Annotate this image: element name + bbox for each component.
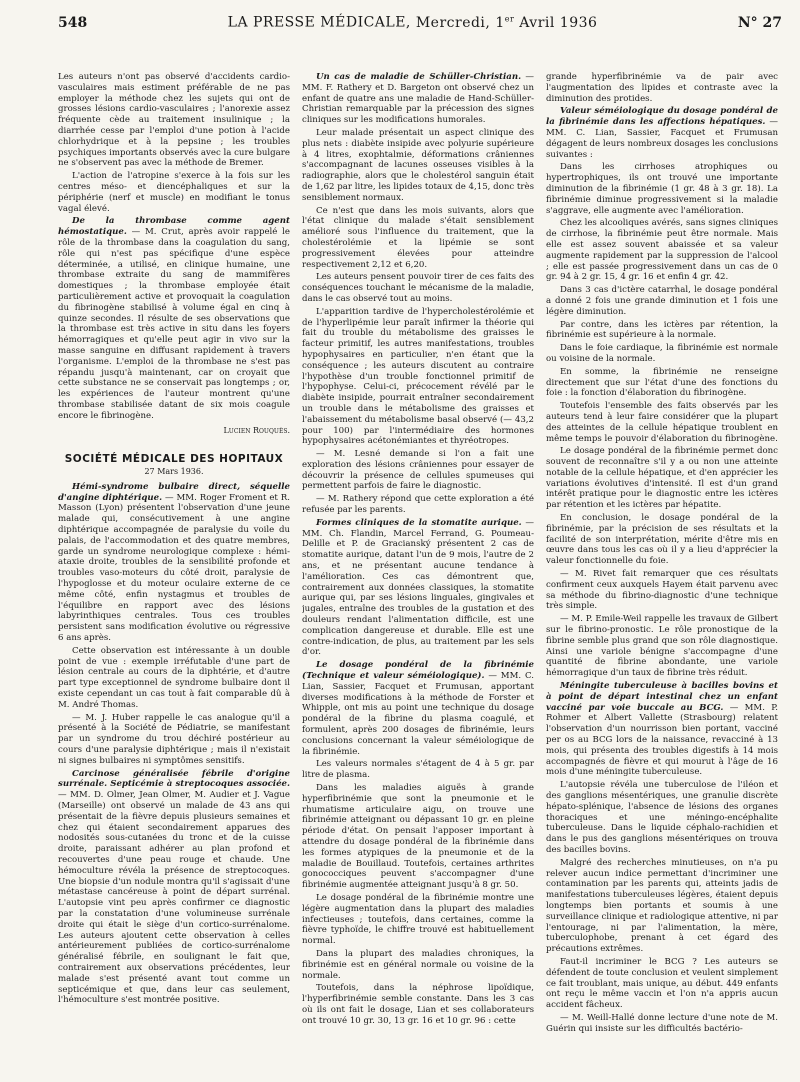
paragraph: — M. J. Huber rappelle le cas analogue qu'il a présenté à la Société de Pédiatrie, se manifestant par un syndrome du trou déchiré postérieur au cours d'une paralysie diphtérique ; mais il n'existait ni signes bulbaires ni symptômes sensitifs. bbox=[58, 712, 290, 766]
section-date: 27 Mars 1936. bbox=[144, 467, 204, 477]
column-right bbox=[546, 72, 778, 1072]
paragraph: — M. Rivet fait remarquer que ces résultats confirment ceux auxquels Hayem était parvenu avec sa méthode du fibrino-diagnostic d'une technique très simple. bbox=[546, 569, 778, 612]
paragraph: Toutefois, dans la néphrose lipoïdique, l'hyperfibrinémie semble constante. Dans les 3 cas où ils ont fait le dosage, Lian et ses collaborateurs ont trouvé 10 gr. 30, 13 gr. 16 et 10 gr. 96 : cette bbox=[302, 983, 534, 1026]
article-title: Carcinose généralisée fébrile d'origine surrénale. Septicémie à streptocoques associée. bbox=[58, 768, 290, 790]
paragraph: Dans le foie cardiaque, la fibrinémie est normale ou voisine de la normale. bbox=[546, 343, 778, 364]
paragraph: — M. Weill-Hallé donne lecture d'une note de M. Guérin qui insiste sur les difficultés bactério- bbox=[546, 1012, 778, 1034]
paragraph: Leur malade présentait un aspect clinique des plus nets : diabète insipide avec polyurie supérieure à 4 litres, exophtalmie, déformations crâniennes s'accompagnant de lacunes osseuses visibles à la radiographie, alors que le cholestérol sanguin était de 1,62 par litre, les lipides totaux de 4,15, donc très sensiblement normaux. bbox=[302, 127, 534, 203]
article bbox=[58, 769, 290, 1007]
paragraph: grande hyperfibrinémie va de pair avec l'augmentation des lipides et contraste avec la diminution des protides. bbox=[546, 72, 778, 104]
article bbox=[302, 518, 534, 658]
article-body: — MM. F. Rathery et D. Bargeton ont observé chez un enfant de quatre ans une maladie de Hand-Schüller-Christian remarquable par la précession des signes cliniques sur les modifications humorales. bbox=[302, 72, 534, 126]
paragraph: — M. Lesné demande si l'on a fait une exploration des lésions crâniennes pour essayer de découvrir la présence de cellules spumeuses qui permettent parfois de faire le diagnostic. bbox=[302, 449, 534, 492]
article bbox=[302, 72, 534, 126]
article bbox=[58, 216, 290, 421]
journal-name: LA PRESSE MÉDICALE, bbox=[227, 14, 411, 31]
article-body: — MM. C. Lian, Sassier, Facquet et Frumusan dégagent de leurs nombreux dosages les conclusions suivantes : bbox=[546, 117, 778, 160]
article-title: Valeur séméiologique du dosage pondéral de la fibrinémie dans les affections hépatiques. bbox=[546, 106, 778, 128]
issue-date: Mercredi, 1er Avril 1936 bbox=[415, 14, 598, 31]
article bbox=[58, 482, 290, 644]
author-signature: Lucien Rouquès. bbox=[223, 425, 290, 435]
paragraph: Les auteurs pensent pouvoir tirer de ces faits des conséquences touchant le mécanisme de la maladie, dans le cas observé tout au moins. bbox=[302, 272, 534, 304]
article-body: — MM. Ch. Flandin, Marcel Ferrand, G. Poumeau-Delille et P. de Gracianský présentent 2 cas de stomatite aurique, datant l'un de 9 mois, l'autre de 2 ans, et ne présentant aucune tendance à l'amélioration. Ces cas démontrent que, contrairement aux données classiques, la stomatite aurique qui, par ses lésions linguales, gingivales et jugales, entraîne des troubles de la gustation et des douleurs rendant l'alimentation difficile, est une complication dangereuse et durable. Elle est une contre-indication, de plus, au traitement par les sels d'or. bbox=[302, 517, 534, 658]
paragraph: Les auteurs n'ont pas observé d'accidents cardio-vasculaires mais estiment préférable de ne pas employer la méthode chez les sujets qui ont de grosses lésions cardio-vasculaires ; l'anorexie assez fréquente cède au traitement insulinique ; la diarrhée cesse par l'emploi d'une potion à l'acide chlorhydrique et à la pepsine ; les troubles psychiques importants observés avec la cure bulgare ne s'observent pas avec la méthode de Bremer. bbox=[58, 72, 290, 169]
paragraph: Cette observation est intéressante à un double point de vue : exemple irréfutable d'une part de lésion centrale au cours de la diphtérie, et d'autre part type exceptionnel de syndrome bulbaire dont il existe cependant un cas tout à fait comparable dû à M. André Thomas. bbox=[58, 645, 290, 710]
paragraph: L'apparition tardive de l'hypercholestérolémie et de l'hyperlipémie leur paraît infirmer la théorie qui fait du trouble du métabolisme des graisses le facteur primitif, les autres manifestations, troubles hypophysaires en particulier, n'en étant que la conséquence ; les auteurs discutent au contraire l'hypothèse d'un trouble fonctionnel primitif de l'hypophyse. Celui-ci, précocement révélé par le diabète insipide, pourrait entraîner secondairement un trouble dans le métabolisme des graisses et l'abaissement du métabolisme basal observé (— 43,2 pour 100) par l'intermédiaire des hormones hypophysaires acétonémiantes et thyréotropes. bbox=[302, 306, 534, 447]
paragraph: Les valeurs normales s'étagent de 4 à 5 gr. par litre de plasma. bbox=[302, 759, 534, 781]
article-body: — MM. C. Lian, Sassier, Facquet et Frumusan, apportant diverses modifications à la méthode de Forster et Whipple, ont mis au point une technique du dosage pondéral de la fibrine du plasma coagulé, et formulent, après 200 dosages de fibrinémie, leurs conclusions concernant la valeur séméiologique de la fibrinémie. bbox=[302, 671, 534, 757]
article-title: Hémi-syndrome bulbaire direct, séquelle d'angine diphtérique. bbox=[58, 481, 290, 503]
paragraph: Toutefois l'ensemble des faits observés par les auteurs tend à leur faire considérer que la plupart des atteintes de la cellule hépatique troublent en même temps le pouvoir d'élaboration du fibrinogène. bbox=[546, 401, 778, 444]
paragraph: Ce n'est que dans les mois suivants, alors que l'état clinique du malade s'était sensiblement amélioré sous l'influence du traitement, que la cholestérolémie et la lipémie se sont progressivement élevées pour atteindre respectivement 2,12 et 6,20. bbox=[302, 205, 534, 270]
paragraph: En conclusion, le dosage pondéral de la fibrinémie, par la précision de ses résultats et la facilité de son interprétation, mérite d'être mis en œuvre dans tous les cas où il y a lieu d'apprécier la valeur fonctionnelle du foie. bbox=[546, 513, 778, 567]
paragraph: En somme, la fibrinémie ne renseigne directement que sur l'état d'une des fonctions du foie : la fonction d'élaboration du fibrinogène. bbox=[546, 366, 778, 399]
article-body: — M. Crut, après avoir rappelé le rôle de la thrombase dans la coagulation du sang, rôle qui n'est pas spécifique d'une espèce déterminée, a utilisé, en clinique humaine, une thrombase extraite du sang de mammifères domestiques ; la thrombase employée était particulièrement active et provoquait la coagulation du fibrinogène stabilisé à volume égal en cinq à quinze secondes. Il résulte de ses observations que la thrombase est très active in situ dans les foyers hémorragiques et qu'elle peut agir in vivo sur la masse sanguine en diffusant rapidement à travers l'organisme. L'emploi de la thrombase ne s'est pas répandu jusqu'à maintenant, car on croyait que cette substance ne se conservait pas longtemps ; or, les expériences de l'auteur montrent qu'une thrombase stabilisée datant de six mois coagule encore le fibrinogène. bbox=[58, 227, 290, 421]
column-left bbox=[58, 72, 290, 1072]
article-title: Formes cliniques de la stomatite aurique. bbox=[316, 517, 522, 528]
paragraph: Dans les cirrhoses atrophiques ou hypertrophiques, ils ont trouvé une importante diminution de la fibrinémie (1 gr. 48 à 3 gr. 18). La fibrinémie diminue progressivement si la maladie s'aggrave, elle augmente avec l'amélioration. bbox=[546, 162, 778, 216]
article-title: Un cas de maladie de Schüller-Christian. bbox=[316, 72, 522, 82]
article bbox=[546, 106, 778, 160]
article-body: — MM. D. Olmer, Jean Olmer, M. Audier et J. Vague (Marseille) ont observé un malade de 43 ans qui présentait de la fièvre depuis plusieurs semaines et chez qui étaient secondairement apparues des nodosités sous-cutanées du tronc et de la cuisse droite, paraissant adhérer au plan profond et recouvertes d'une peau rouge et chaude. Une hémoculture révéla la présence de streptocoques. Une biopsie d'un nodule montra qu'il s'agissait d'une métastase cancéreuse à point de départ surrénal. L'autopsie vint peu après confirmer ce diagnostic par la constatation d'une volumineuse surrénale droite qui était le siège d'un cortico-surrénalome. Les auteurs ajoutent cette observation à celles antérieurement publiées de cortico-surrénalome généralisé fébrile, en soulignant le fait que, contrairement aux observations précédentes, leur malade s'est présenté avant tout comme un septicémique et que, dans leur cas seulement, l'hémoculture s'est montrée positive. bbox=[58, 790, 290, 1006]
paragraph: Dans la plupart des maladies chroniques, la fibrinémie est en général normale ou voisine de la normale. bbox=[302, 948, 534, 981]
paragraph: — M. Rathery répond que cette exploration a été refusée par les parents. bbox=[302, 494, 534, 516]
issue-number: N° 27 bbox=[737, 14, 782, 31]
paragraph: Dans les maladies aiguës à grande hyperfibrinémie que sont la pneumonie et le rhumatisme articulaire aigu, on trouve une fibrinémie atteignant ou dépassant 10 gr. en pleine période d'état. On pensait l'apposer important à attendre du dosage pondéral de la fibrinémie dans les formes atypiques de la pneumonie et de la maladie de Bouillaud. Toutefois, certaines arthrites gonococciques peuvent s'accompagner d'une fibrinémie augmentée atteignant jusqu'à 8 gr. 50. bbox=[302, 783, 534, 891]
article-body: — MM. Roger Froment et R. Masson (Lyon) présentent l'observation d'une jeune malade qui, consécutivement à une angine diphtérique accompagnée de paralysie du voile du palais, de l'accommodation et des quatre membres, garde un syndrome neurologique complexe : hémi-ataxie droite, troubles de la sensibilité profonde et troubles vaso-moteurs du côté droit, paralysie de l'hypoglosse et du moteur oculaire externe de ce même côté, enfin nystagmus et troubles de l'équilibre en rapport avec des lésions labyrinthiques centrales. Tous ces troubles persistent sans modification évolutive ou régressive 6 ans après. bbox=[58, 492, 290, 644]
section-title: SOCIÉTÉ MÉDICALE DES HOPITAUX bbox=[64, 453, 284, 466]
paragraph: Par contre, dans les ictères par rétention, la fibrinémie est supérieure à la normale. bbox=[546, 319, 778, 341]
article bbox=[302, 660, 534, 757]
paragraph: Le dosage pondéral de la fibrinémie permet donc souvent de reconnaître s'il y a ou non une atteinte notable de la cellule hépatique, et d'en apprécier les variations évolutives d'intensité. Il est d'un grand intérêt pratique pour le diagnostic entre les ictères par rétention et les ictères par hépatite. bbox=[546, 446, 778, 511]
paragraph: — M. P. Emile-Weil rappelle les travaux de Gilbert sur le fibrino-pronostic. Le rôle pronostique de la fibrine semble plus grand que son rôle diagnostique. Ainsi une variole bénigne s'accompagne d'une quantité de fibrine abondante, une variole hémorragique d'un taux de fibrine très réduit. bbox=[546, 614, 778, 679]
article-title: Méningite tuberculeuse à bacilles bovins et à point de départ intestinal chez un enfant vacciné par voie buccale au BCG. bbox=[546, 681, 778, 713]
paragraph: L'autopsie révéla une tuberculose de l'iléon et des ganglions mésentériques, une granulie discrète hépato-splénique, l'absence de lésions des organes thoraciques et une méningo-encéphalite tuberculeuse. Dans le liquide céphalo-rachidien et dans le pus des ganglions mésentériques on trouva des bacilles bovins. bbox=[546, 780, 778, 855]
paragraph: Faut-il incriminer le BCG ? Les auteurs se défendent de toute conclusion et veulent simplement ce fait troublant, mais unique, au début. 449 enfants ont reçu le même vaccin et l'on n'a appris aucun accident fâcheux. bbox=[546, 956, 778, 1011]
article bbox=[546, 681, 778, 778]
page-header bbox=[58, 14, 782, 40]
article-title: De la thrombase comme agent hémostatique. bbox=[58, 216, 290, 238]
paragraph: Dans 3 cas d'ictère catarrhal, le dosage pondéral a donné 2 fois une grande diminution et 1 fois une légère diminution. bbox=[546, 285, 778, 317]
paragraph: L'action de l'atropine s'exerce à la fois sur les centres méso- et diencéphaliques et sur la périphérie (nerf et muscle) en modifiant le tonus vagal élevé. bbox=[58, 171, 290, 214]
paragraph: Malgré des recherches minutieuses, on n'a pu relever aucun indice permettant d'incriminer une contamination par les parents qui, atteints jadis de manifestations tuberculeuses légères, étaient depuis longtemps bien portants et soumis à une surveillance clinique et radiologique attentive, ni par l'entourage, ni par l'alimentation, la mère, tuberculophobe, prenant à cet égard des précautions extrêmes. bbox=[546, 857, 778, 955]
paragraph: Chez les alcooliques avérés, sans signes cliniques de cirrhose, la fibrinémie peut être normale. Mais elle est assez souvent abaissée et sa valeur augmente rapidement par la suppression de l'alcool ; elle est passée progressivement dans un cas de 0 gr. 94 à 2 gr. 15, 4 gr. 16 et enfin 4 gr. 42. bbox=[546, 218, 778, 283]
article-title: Le dosage pondéral de la fibrinémie (Technique et valeur séméiologique). bbox=[302, 660, 534, 682]
column-middle bbox=[302, 72, 534, 1072]
paragraph: Le dosage pondéral de la fibrinémie montre une légère augmentation dans la plupart des maladies infectieuses ; toutefois, dans certaines, comme la fièvre typhoïde, le chiffre trouvé est habituellement normal. bbox=[302, 892, 534, 947]
journal-title-line bbox=[228, 14, 598, 31]
article-body: — MM. P. Rohmer et Albert Vallette (Strasbourg) relatent l'observation d'un nourrisson bien portant, vacciné per os au BCG lors de la naissance, revacciné à 13 mois, qui présenta des troubles digestifs à 14 mois accompagnés de fièvre et qui mourut à l'âge de 16 mois d'une méningite tuberculeuse. bbox=[546, 702, 778, 778]
page-number: 548 bbox=[58, 14, 88, 31]
